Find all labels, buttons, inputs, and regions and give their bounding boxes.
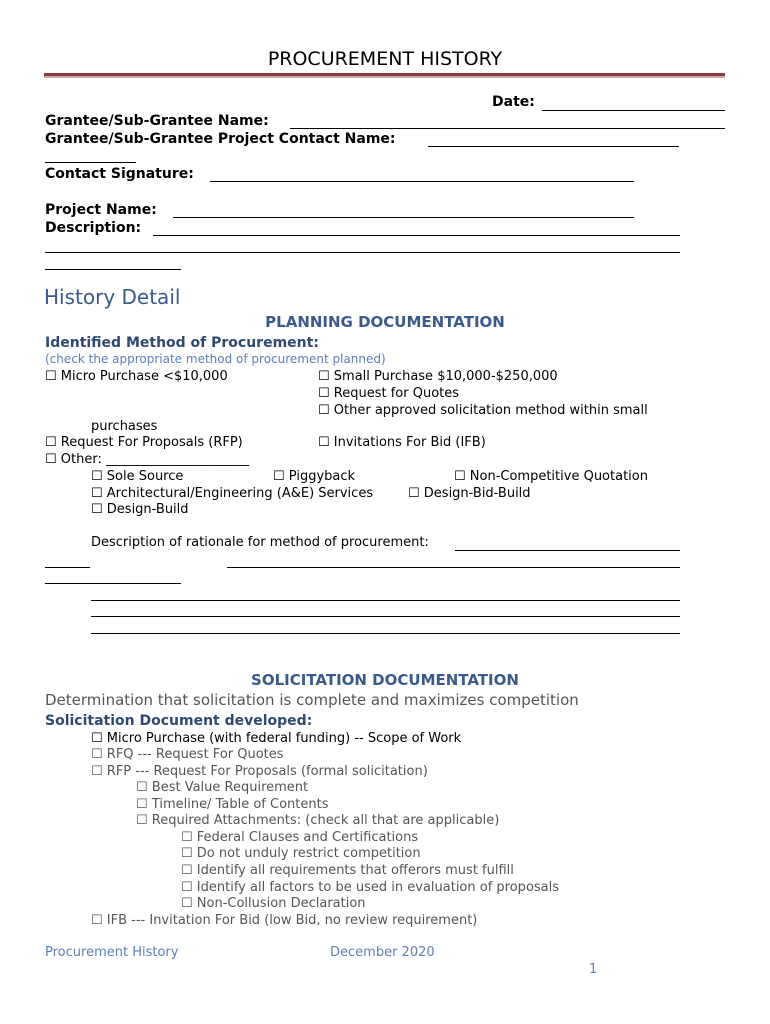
contact-name-field-continued[interactable] — [45, 162, 136, 163]
contact-name-field[interactable] — [428, 146, 679, 147]
signature-field[interactable] — [210, 181, 634, 182]
option-ae-services[interactable]: ☐ Architectural/Engineering (A&E) Services — [91, 486, 374, 501]
solicitation-ifb[interactable]: ☐ IFB --- Invitation For Bid (low Bid, no review requirement) — [91, 913, 478, 928]
history-detail-heading: History Detail — [44, 285, 181, 309]
option-request-for-quotes[interactable]: ☐ Request for Quotes — [318, 386, 460, 401]
date-label: Date: — [492, 94, 535, 110]
signature-label: Contact Signature: — [45, 166, 194, 182]
option-rfp[interactable]: ☐ Request For Proposals (RFP) — [45, 435, 243, 450]
description-field-line-3[interactable] — [45, 269, 181, 270]
grantee-name-field[interactable] — [290, 128, 725, 129]
project-name-label: Project Name: — [45, 202, 157, 218]
rationale-field-line-3[interactable] — [45, 583, 181, 584]
solicitation-determination: Determination that solicitation is complete and maximizes competition — [45, 691, 579, 709]
contact-name-label: Grantee/Sub-Grantee Project Contact Name: — [45, 131, 396, 147]
planning-heading: PLANNING DOCUMENTATION — [265, 313, 505, 331]
solicitation-non-collusion[interactable]: ☐ Non-Collusion Declaration — [181, 896, 366, 911]
rationale-field-line-2a[interactable] — [45, 567, 90, 568]
solicitation-federal-clauses[interactable]: ☐ Federal Clauses and Certifications — [181, 830, 419, 845]
option-ifb[interactable]: ☐ Invitations For Bid (IFB) — [318, 435, 486, 450]
title-rule — [44, 73, 725, 78]
solicitation-heading: SOLICITATION DOCUMENTATION — [251, 671, 519, 689]
description-label: Description: — [45, 220, 142, 236]
solicitation-no-restrict[interactable]: ☐ Do not unduly restrict competition — [181, 846, 421, 861]
option-other-approved[interactable]: ☐ Other approved solicitation method within small — [318, 403, 648, 418]
solicitation-micro-purchase[interactable]: ☐ Micro Purchase (with federal funding) -- Scope of Work — [91, 731, 462, 746]
page-title: PROCUREMENT HISTORY — [267, 48, 503, 70]
option-sole-source[interactable]: ☐ Sole Source — [91, 469, 184, 484]
option-other[interactable]: ☐ Other: ______________________ — [45, 452, 249, 467]
footer-document-name: Procurement History — [45, 945, 179, 960]
solicitation-rfp[interactable]: ☐ RFP --- Request For Proposals (formal solicitation) — [91, 764, 428, 779]
solicitation-developed-label: Solicitation Document developed: — [45, 713, 313, 729]
description-field-line-2[interactable] — [45, 252, 680, 253]
option-design-build[interactable]: ☐ Design-Build — [91, 502, 189, 517]
solicitation-timeline[interactable]: ☐ Timeline/ Table of Contents — [136, 797, 329, 812]
rationale-field-line-4[interactable] — [91, 600, 680, 601]
option-other-approved-continued: purchases — [91, 419, 158, 434]
date-field[interactable] — [542, 110, 725, 111]
rationale-field-line-6[interactable] — [91, 633, 680, 634]
footer-date: December 2020 — [330, 945, 435, 960]
rationale-field[interactable] — [455, 550, 680, 551]
rationale-field-line-2b[interactable] — [227, 567, 680, 568]
grantee-name-label: Grantee/Sub-Grantee Name: — [45, 113, 269, 129]
project-name-field[interactable] — [173, 217, 634, 218]
rationale-field-line-5[interactable] — [91, 616, 680, 617]
option-piggyback[interactable]: ☐ Piggyback — [273, 469, 356, 484]
option-non-competitive[interactable]: ☐ Non-Competitive Quotation — [454, 469, 648, 484]
method-label: Identified Method of Procurement: — [45, 335, 319, 351]
solicitation-best-value[interactable]: ☐ Best Value Requirement — [136, 780, 309, 795]
solicitation-attachments[interactable]: ☐ Required Attachments: (check all that are applicable) — [136, 813, 500, 828]
page-number: 1 — [589, 962, 598, 977]
option-design-bid-build[interactable]: ☐ Design-Bid-Build — [408, 486, 531, 501]
option-small-purchase[interactable]: ☐ Small Purchase $10,000-$250,000 — [318, 369, 558, 384]
option-micro-purchase[interactable]: ☐ Micro Purchase <$10,000 — [45, 369, 228, 384]
solicitation-rfq[interactable]: ☐ RFQ --- Request For Quotes — [91, 747, 284, 762]
solicitation-requirements[interactable]: ☐ Identify all requirements that offerors must fulfill — [181, 863, 514, 878]
description-field[interactable] — [153, 235, 680, 236]
solicitation-evaluation-factors[interactable]: ☐ Identify all factors to be used in evaluation of proposals — [181, 880, 560, 895]
rationale-label: Description of rationale for method of procurement: — [91, 535, 429, 550]
method-hint: (check the appropriate method of procurement planned) — [45, 352, 386, 366]
